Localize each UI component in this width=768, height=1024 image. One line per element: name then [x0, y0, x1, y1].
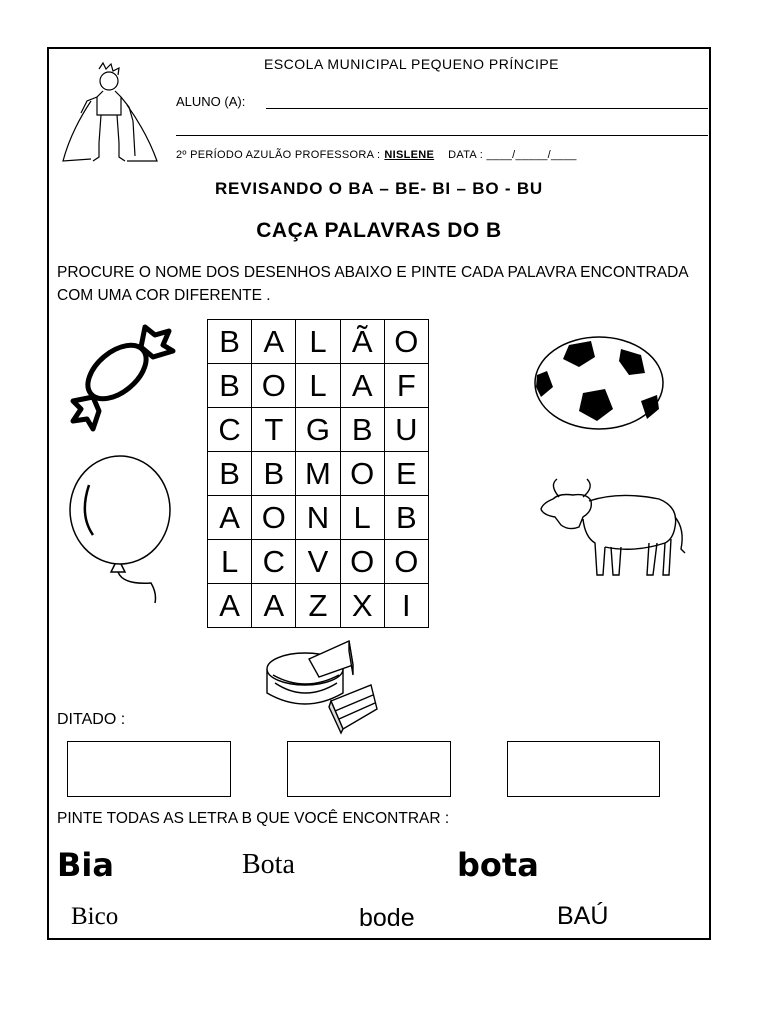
grid-cell[interactable]: L: [296, 364, 340, 408]
grid-cell[interactable]: B: [340, 408, 384, 452]
word-bota-bold[interactable]: bota: [457, 846, 539, 884]
grid-cell[interactable]: E: [384, 452, 428, 496]
grid-row: [208, 496, 429, 540]
student-name-line[interactable]: [266, 108, 708, 109]
grid-cell[interactable]: B: [208, 320, 252, 364]
dictation-label: DITADO :: [57, 711, 126, 728]
grid-cell[interactable]: L: [208, 540, 252, 584]
grid-row: [208, 540, 429, 584]
worksheet: [47, 47, 711, 940]
review-heading: REVISANDO O BA – BE- BI – BO - BU: [214, 179, 544, 198]
grid-row: [208, 584, 429, 628]
dictation-box-1[interactable]: [67, 741, 231, 797]
period-label: 2º PERÍODO AZULÃO PROFESSORA :: [176, 149, 381, 161]
paint-instructions: PINTE TODAS AS LETRA B QUE VOCÊ ENCONTRAR :: [57, 810, 450, 827]
grid-cell[interactable]: B: [384, 496, 428, 540]
grid-cell[interactable]: X: [340, 584, 384, 628]
grid-cell[interactable]: A: [340, 364, 384, 408]
teacher-name: NISLENE: [384, 149, 435, 161]
ball-icon: [533, 335, 665, 431]
grid-cell[interactable]: O: [384, 540, 428, 584]
grid-cell[interactable]: A: [252, 584, 296, 628]
grid-row: [208, 320, 429, 364]
dictation-box-3[interactable]: [507, 741, 660, 797]
grid-cell[interactable]: A: [208, 584, 252, 628]
cake-icon: [263, 631, 385, 733]
date-field[interactable]: DATA : ____/_____/____: [448, 149, 577, 161]
grid-cell[interactable]: O: [252, 364, 296, 408]
dictation-box-2[interactable]: [287, 741, 451, 797]
grid-cell[interactable]: G: [296, 408, 340, 452]
grid-row: [208, 408, 429, 452]
grid-cell[interactable]: C: [208, 408, 252, 452]
grid-cell[interactable]: Z: [296, 584, 340, 628]
word-bota-serif[interactable]: Bota: [242, 849, 295, 880]
word-search-grid: [207, 319, 429, 628]
ox-icon: [539, 477, 689, 582]
grid-cell[interactable]: B: [252, 452, 296, 496]
page-title: CAÇA PALAVRAS DO B: [256, 219, 502, 242]
grid-cell[interactable]: F: [384, 364, 428, 408]
balloon-icon: [65, 455, 175, 605]
grid-cell[interactable]: O: [384, 320, 428, 364]
word-bico[interactable]: Bico: [71, 903, 119, 930]
grid-cell[interactable]: B: [208, 364, 252, 408]
school-name: ESCOLA MUNICIPAL PEQUENO PRÍNCIPE: [264, 56, 560, 72]
grid-cell[interactable]: O: [252, 496, 296, 540]
grid-cell[interactable]: O: [340, 540, 384, 584]
word-bia[interactable]: Bia: [57, 846, 114, 884]
word-bau[interactable]: BAÚ: [557, 902, 609, 930]
grid-cell[interactable]: A: [208, 496, 252, 540]
period-line: [176, 149, 577, 161]
grid-cell[interactable]: L: [296, 320, 340, 364]
grid-cell[interactable]: T: [252, 408, 296, 452]
student-label: ALUNO (A):: [176, 94, 246, 109]
grid-cell[interactable]: U: [384, 408, 428, 452]
little-prince-icon: [61, 61, 161, 171]
grid-cell[interactable]: B: [208, 452, 252, 496]
word-bode[interactable]: bode: [359, 904, 415, 932]
grid-cell[interactable]: N: [296, 496, 340, 540]
grid-cell[interactable]: L: [340, 496, 384, 540]
grid-row: [208, 452, 429, 496]
grid-cell[interactable]: A: [252, 320, 296, 364]
grid-cell[interactable]: I: [384, 584, 428, 628]
candy-icon: [59, 317, 174, 427]
grid-cell[interactable]: Ã: [340, 320, 384, 364]
student-name-line-2[interactable]: [176, 135, 708, 136]
grid-row: [208, 364, 429, 408]
grid-cell[interactable]: M: [296, 452, 340, 496]
grid-cell[interactable]: V: [296, 540, 340, 584]
grid-cell[interactable]: O: [340, 452, 384, 496]
grid-cell[interactable]: C: [252, 540, 296, 584]
instructions: PROCURE O NOME DOS DESENHOS ABAIXO E PINTE CADA PALAVRA ENCONTRADA COM UMA COR DIFERENTE .: [57, 264, 688, 304]
